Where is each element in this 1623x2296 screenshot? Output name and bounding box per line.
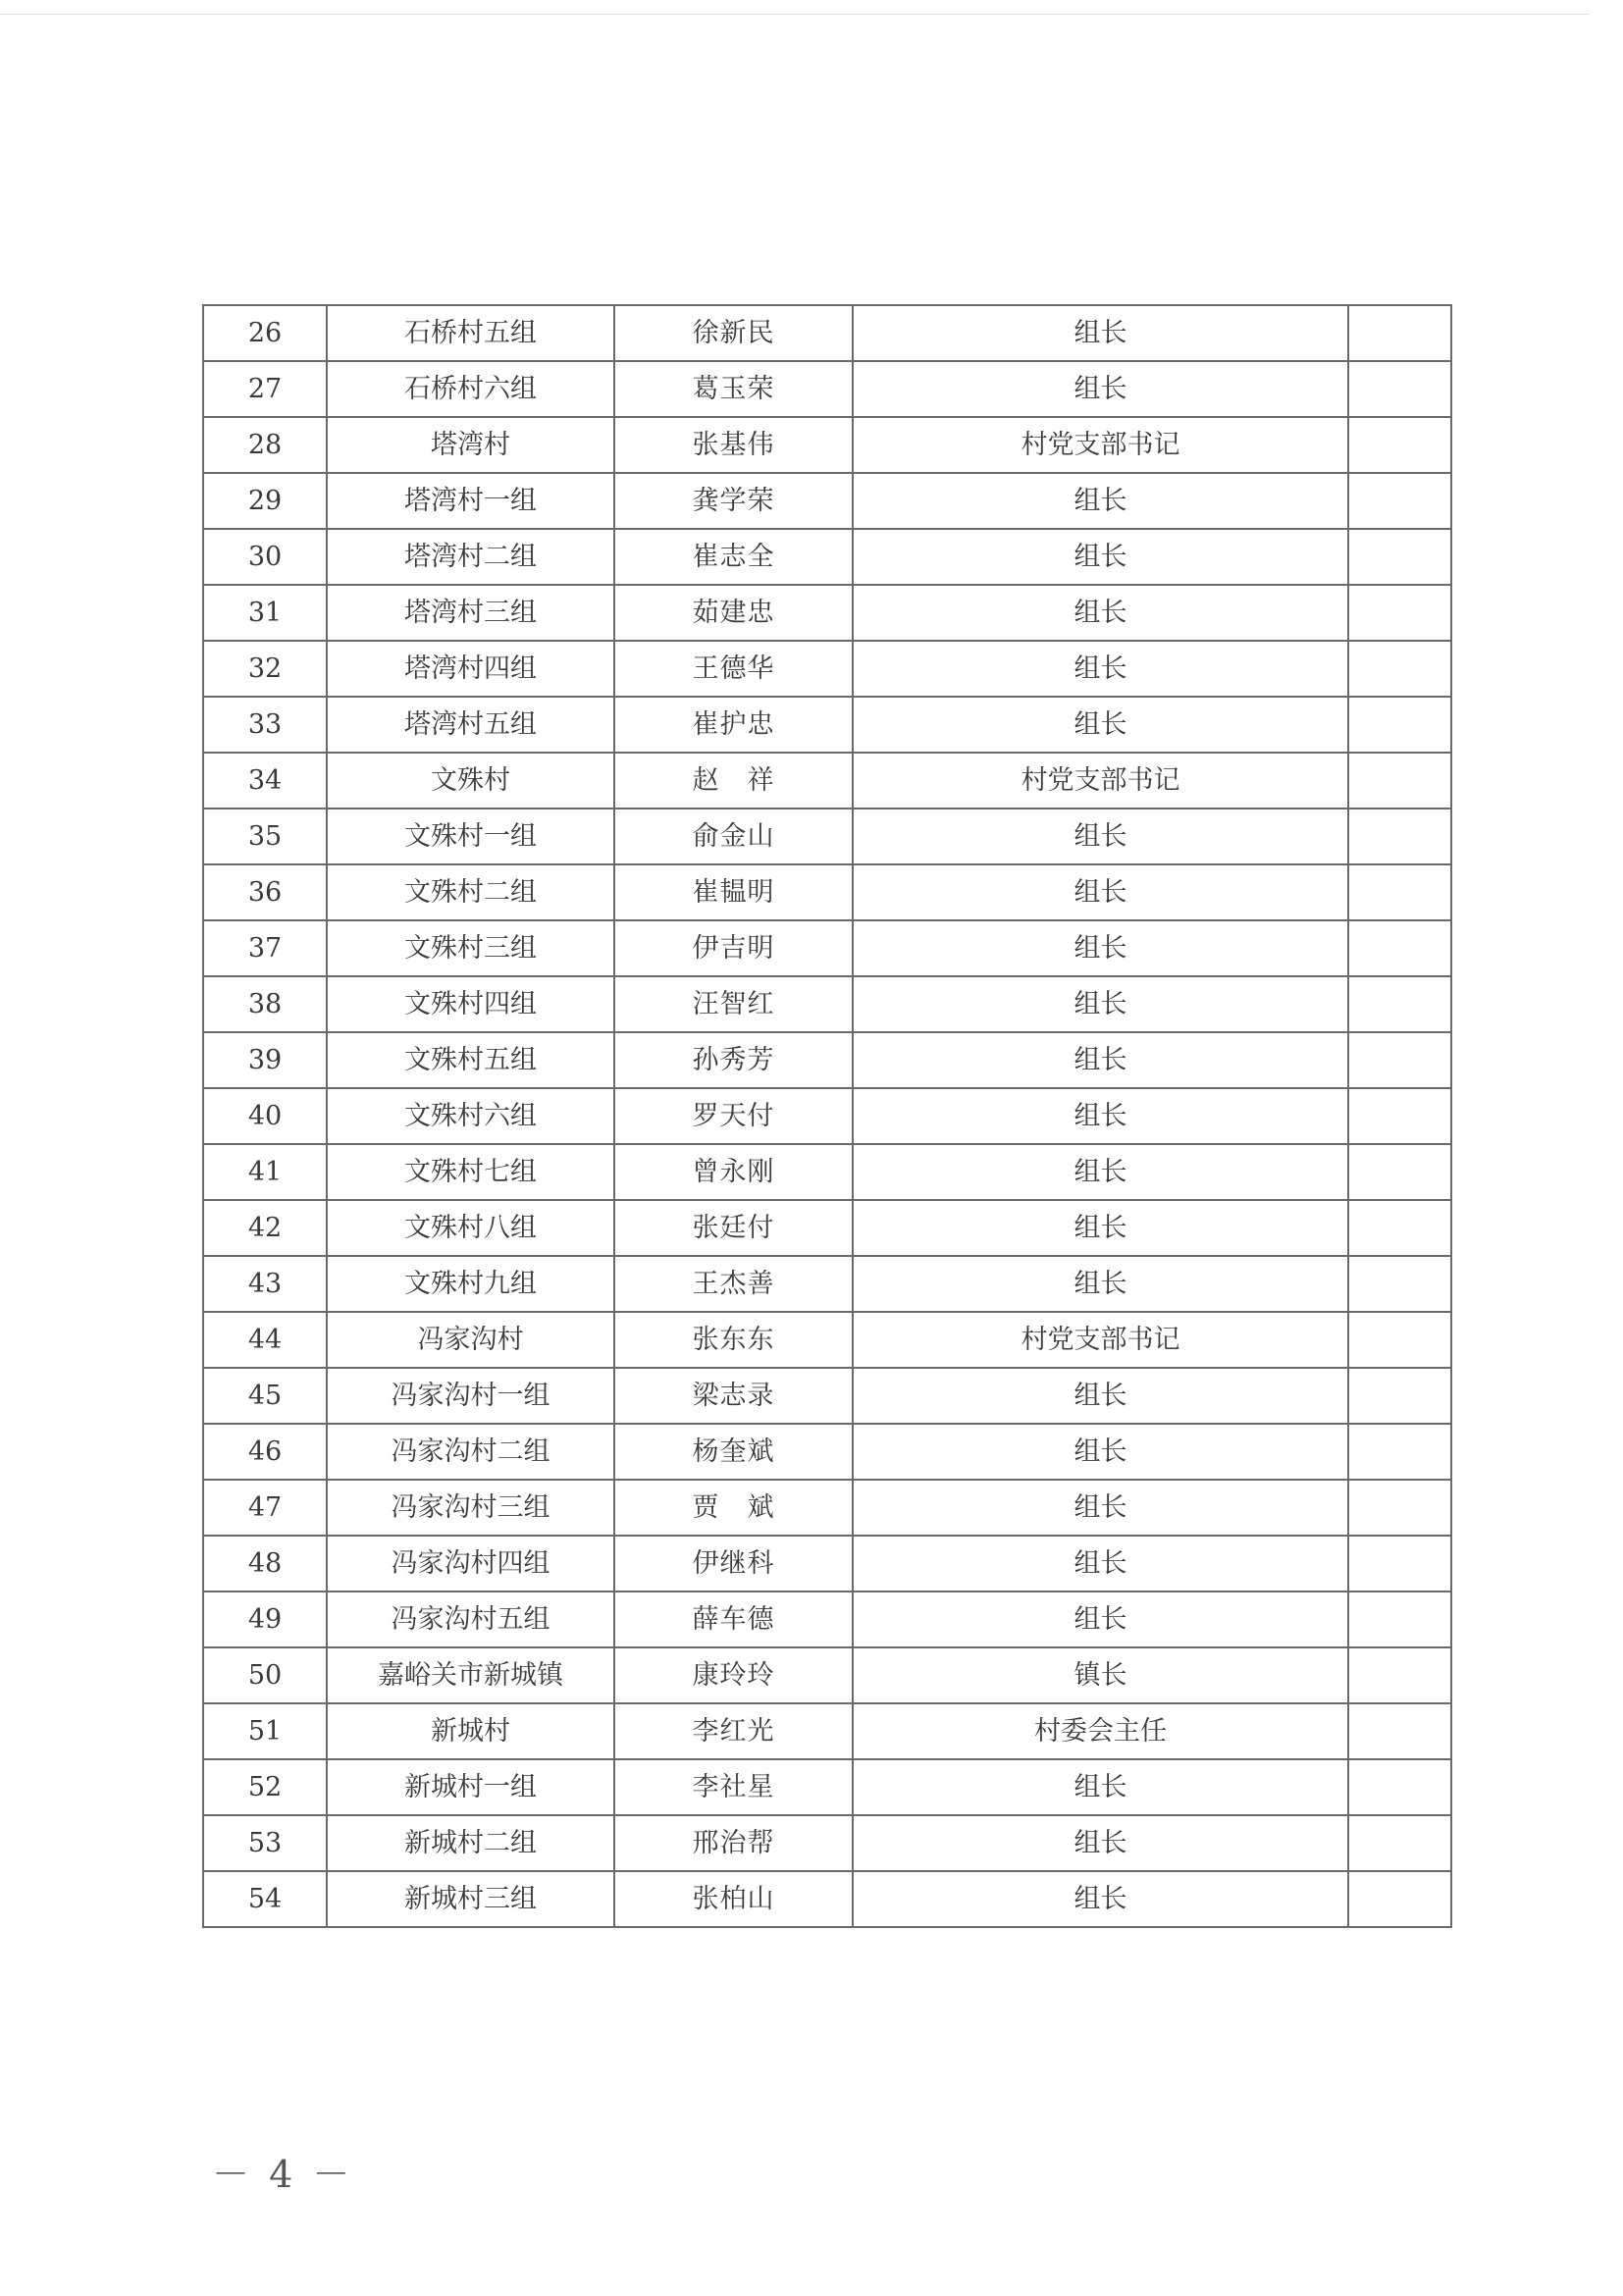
remarks-cell xyxy=(1348,305,1451,361)
page-number: － 4 － xyxy=(212,2153,354,2196)
table-row xyxy=(203,1871,1451,1927)
row-number-cell: 52 xyxy=(203,1759,327,1815)
person-name-cell: 王杰善 xyxy=(614,1256,853,1312)
scan-top-edge xyxy=(0,14,1590,15)
unit-name-cell: 文殊村 xyxy=(327,753,614,809)
table-row xyxy=(203,1536,1451,1592)
row-number-cell: 49 xyxy=(203,1592,327,1647)
position-cell: 组长 xyxy=(853,1144,1348,1200)
unit-name-cell: 文殊村四组 xyxy=(327,976,614,1032)
unit-name-cell: 冯家沟村一组 xyxy=(327,1368,614,1424)
row-number-cell: 40 xyxy=(203,1088,327,1144)
table-row xyxy=(203,1088,1451,1144)
person-name-cell: 孙秀芳 xyxy=(614,1032,853,1088)
table-row xyxy=(203,1703,1451,1759)
row-number-cell: 37 xyxy=(203,920,327,976)
position-cell: 组长 xyxy=(853,864,1348,920)
row-number-cell: 48 xyxy=(203,1536,327,1592)
unit-name-cell: 塔湾村三组 xyxy=(327,585,614,641)
person-name-cell: 张柏山 xyxy=(614,1871,853,1927)
row-number-cell: 42 xyxy=(203,1200,327,1256)
position-cell: 组长 xyxy=(853,305,1348,361)
row-number-cell: 39 xyxy=(203,1032,327,1088)
person-name-cell: 康玲玲 xyxy=(614,1647,853,1703)
unit-name-cell: 文殊村九组 xyxy=(327,1256,614,1312)
row-number-cell: 38 xyxy=(203,976,327,1032)
remarks-cell xyxy=(1348,1256,1451,1312)
remarks-cell xyxy=(1348,585,1451,641)
row-number-cell: 31 xyxy=(203,585,327,641)
position-cell: 组长 xyxy=(853,1871,1348,1927)
unit-name-cell: 塔湾村一组 xyxy=(327,473,614,529)
unit-name-cell: 文殊村七组 xyxy=(327,1144,614,1200)
position-cell: 组长 xyxy=(853,697,1348,753)
table-row xyxy=(203,1647,1451,1703)
table-row xyxy=(203,809,1451,864)
person-name-cell: 葛玉荣 xyxy=(614,361,853,417)
position-cell: 组长 xyxy=(853,1480,1348,1536)
table-row xyxy=(203,305,1451,361)
position-cell: 组长 xyxy=(853,473,1348,529)
unit-name-cell: 文殊村六组 xyxy=(327,1088,614,1144)
table-row xyxy=(203,1815,1451,1871)
row-number-cell: 28 xyxy=(203,417,327,473)
position-cell: 组长 xyxy=(853,976,1348,1032)
remarks-cell xyxy=(1348,529,1451,585)
row-number-cell: 34 xyxy=(203,753,327,809)
remarks-cell xyxy=(1348,1424,1451,1480)
remarks-cell xyxy=(1348,1536,1451,1592)
person-name-cell: 张东东 xyxy=(614,1312,853,1368)
person-name-cell: 杨奎斌 xyxy=(614,1424,853,1480)
unit-name-cell: 冯家沟村三组 xyxy=(327,1480,614,1536)
table-row xyxy=(203,1592,1451,1647)
unit-name-cell: 冯家沟村四组 xyxy=(327,1536,614,1592)
table-row xyxy=(203,1759,1451,1815)
table-row xyxy=(203,753,1451,809)
position-cell: 组长 xyxy=(853,809,1348,864)
remarks-cell xyxy=(1348,473,1451,529)
table-row xyxy=(203,473,1451,529)
unit-name-cell: 冯家沟村二组 xyxy=(327,1424,614,1480)
table-row xyxy=(203,864,1451,920)
person-name-cell: 李社星 xyxy=(614,1759,853,1815)
table-row xyxy=(203,1200,1451,1256)
row-number-cell: 29 xyxy=(203,473,327,529)
person-name-cell: 崔志全 xyxy=(614,529,853,585)
person-name-cell: 崔护忠 xyxy=(614,697,853,753)
position-cell: 村委会主任 xyxy=(853,1703,1348,1759)
row-number-cell: 27 xyxy=(203,361,327,417)
row-number-cell: 41 xyxy=(203,1144,327,1200)
row-number-cell: 51 xyxy=(203,1703,327,1759)
table-row xyxy=(203,1424,1451,1480)
remarks-cell xyxy=(1348,1144,1451,1200)
unit-name-cell: 新城村 xyxy=(327,1703,614,1759)
remarks-cell xyxy=(1348,1312,1451,1368)
position-cell: 村党支部书记 xyxy=(853,753,1348,809)
position-cell: 组长 xyxy=(853,1815,1348,1871)
remarks-cell xyxy=(1348,1592,1451,1647)
person-name-cell: 曾永刚 xyxy=(614,1144,853,1200)
person-name-cell: 王德华 xyxy=(614,641,853,697)
table-row xyxy=(203,920,1451,976)
position-cell: 村党支部书记 xyxy=(853,417,1348,473)
person-name-cell: 薛车德 xyxy=(614,1592,853,1647)
row-number-cell: 54 xyxy=(203,1871,327,1927)
unit-name-cell: 石桥村六组 xyxy=(327,361,614,417)
table-row xyxy=(203,976,1451,1032)
position-cell: 组长 xyxy=(853,1592,1348,1647)
row-number-cell: 36 xyxy=(203,864,327,920)
unit-name-cell: 塔湾村四组 xyxy=(327,641,614,697)
row-number-cell: 43 xyxy=(203,1256,327,1312)
roster-table xyxy=(202,304,1452,1928)
position-cell: 组长 xyxy=(853,1424,1348,1480)
table-row xyxy=(203,1368,1451,1424)
unit-name-cell: 文殊村一组 xyxy=(327,809,614,864)
position-cell: 组长 xyxy=(853,585,1348,641)
remarks-cell xyxy=(1348,920,1451,976)
remarks-cell xyxy=(1348,1871,1451,1927)
remarks-cell xyxy=(1348,976,1451,1032)
position-cell: 组长 xyxy=(853,1368,1348,1424)
row-number-cell: 30 xyxy=(203,529,327,585)
person-name-cell: 张基伟 xyxy=(614,417,853,473)
unit-name-cell: 冯家沟村五组 xyxy=(327,1592,614,1647)
person-name-cell: 龚学荣 xyxy=(614,473,853,529)
unit-name-cell: 新城村三组 xyxy=(327,1871,614,1927)
row-number-cell: 53 xyxy=(203,1815,327,1871)
roster-table-container xyxy=(202,304,1440,1928)
row-number-cell: 47 xyxy=(203,1480,327,1536)
unit-name-cell: 文殊村八组 xyxy=(327,1200,614,1256)
position-cell: 村党支部书记 xyxy=(853,1312,1348,1368)
unit-name-cell: 冯家沟村 xyxy=(327,1312,614,1368)
position-cell: 组长 xyxy=(853,1088,1348,1144)
remarks-cell xyxy=(1348,641,1451,697)
table-row xyxy=(203,1144,1451,1200)
unit-name-cell: 塔湾村五组 xyxy=(327,697,614,753)
table-row xyxy=(203,417,1451,473)
remarks-cell xyxy=(1348,361,1451,417)
table-row xyxy=(203,1256,1451,1312)
table-row xyxy=(203,697,1451,753)
person-name-cell: 赵 祥 xyxy=(614,753,853,809)
position-cell: 组长 xyxy=(853,361,1348,417)
remarks-cell xyxy=(1348,864,1451,920)
remarks-cell xyxy=(1348,809,1451,864)
unit-name-cell: 新城村二组 xyxy=(327,1815,614,1871)
remarks-cell xyxy=(1348,1032,1451,1088)
unit-name-cell: 石桥村五组 xyxy=(327,305,614,361)
remarks-cell xyxy=(1348,697,1451,753)
person-name-cell: 崔韫明 xyxy=(614,864,853,920)
remarks-cell xyxy=(1348,1647,1451,1703)
table-row xyxy=(203,1032,1451,1088)
remarks-cell xyxy=(1348,1759,1451,1815)
position-cell: 组长 xyxy=(853,1256,1348,1312)
table-row xyxy=(203,361,1451,417)
roster-table-body xyxy=(203,305,1451,1927)
unit-name-cell: 塔湾村二组 xyxy=(327,529,614,585)
row-number-cell: 50 xyxy=(203,1647,327,1703)
position-cell: 组长 xyxy=(853,920,1348,976)
row-number-cell: 26 xyxy=(203,305,327,361)
position-cell: 组长 xyxy=(853,529,1348,585)
remarks-cell xyxy=(1348,1368,1451,1424)
position-cell: 镇长 xyxy=(853,1647,1348,1703)
person-name-cell: 徐新民 xyxy=(614,305,853,361)
position-cell: 组长 xyxy=(853,1536,1348,1592)
row-number-cell: 45 xyxy=(203,1368,327,1424)
table-row xyxy=(203,1480,1451,1536)
unit-name-cell: 新城村一组 xyxy=(327,1759,614,1815)
remarks-cell xyxy=(1348,1703,1451,1759)
row-number-cell: 46 xyxy=(203,1424,327,1480)
position-cell: 组长 xyxy=(853,1200,1348,1256)
row-number-cell: 35 xyxy=(203,809,327,864)
remarks-cell xyxy=(1348,1088,1451,1144)
person-name-cell: 茹建忠 xyxy=(614,585,853,641)
person-name-cell: 俞金山 xyxy=(614,809,853,864)
table-row xyxy=(203,1312,1451,1368)
remarks-cell xyxy=(1348,753,1451,809)
remarks-cell xyxy=(1348,1815,1451,1871)
person-name-cell: 张廷付 xyxy=(614,1200,853,1256)
table-row xyxy=(203,585,1451,641)
remarks-cell xyxy=(1348,1480,1451,1536)
table-row xyxy=(203,641,1451,697)
remarks-cell xyxy=(1348,1200,1451,1256)
position-cell: 组长 xyxy=(853,1032,1348,1088)
row-number-cell: 44 xyxy=(203,1312,327,1368)
row-number-cell: 33 xyxy=(203,697,327,753)
unit-name-cell: 塔湾村 xyxy=(327,417,614,473)
row-number-cell: 32 xyxy=(203,641,327,697)
unit-name-cell: 文殊村二组 xyxy=(327,864,614,920)
unit-name-cell: 文殊村五组 xyxy=(327,1032,614,1088)
unit-name-cell: 文殊村三组 xyxy=(327,920,614,976)
person-name-cell: 邢治帮 xyxy=(614,1815,853,1871)
person-name-cell: 李红光 xyxy=(614,1703,853,1759)
person-name-cell: 罗天付 xyxy=(614,1088,853,1144)
person-name-cell: 汪智红 xyxy=(614,976,853,1032)
person-name-cell: 伊继科 xyxy=(614,1536,853,1592)
unit-name-cell: 嘉峪关市新城镇 xyxy=(327,1647,614,1703)
position-cell: 组长 xyxy=(853,641,1348,697)
table-row xyxy=(203,529,1451,585)
person-name-cell: 伊吉明 xyxy=(614,920,853,976)
person-name-cell: 贾 斌 xyxy=(614,1480,853,1536)
person-name-cell: 梁志录 xyxy=(614,1368,853,1424)
position-cell: 组长 xyxy=(853,1759,1348,1815)
remarks-cell xyxy=(1348,417,1451,473)
